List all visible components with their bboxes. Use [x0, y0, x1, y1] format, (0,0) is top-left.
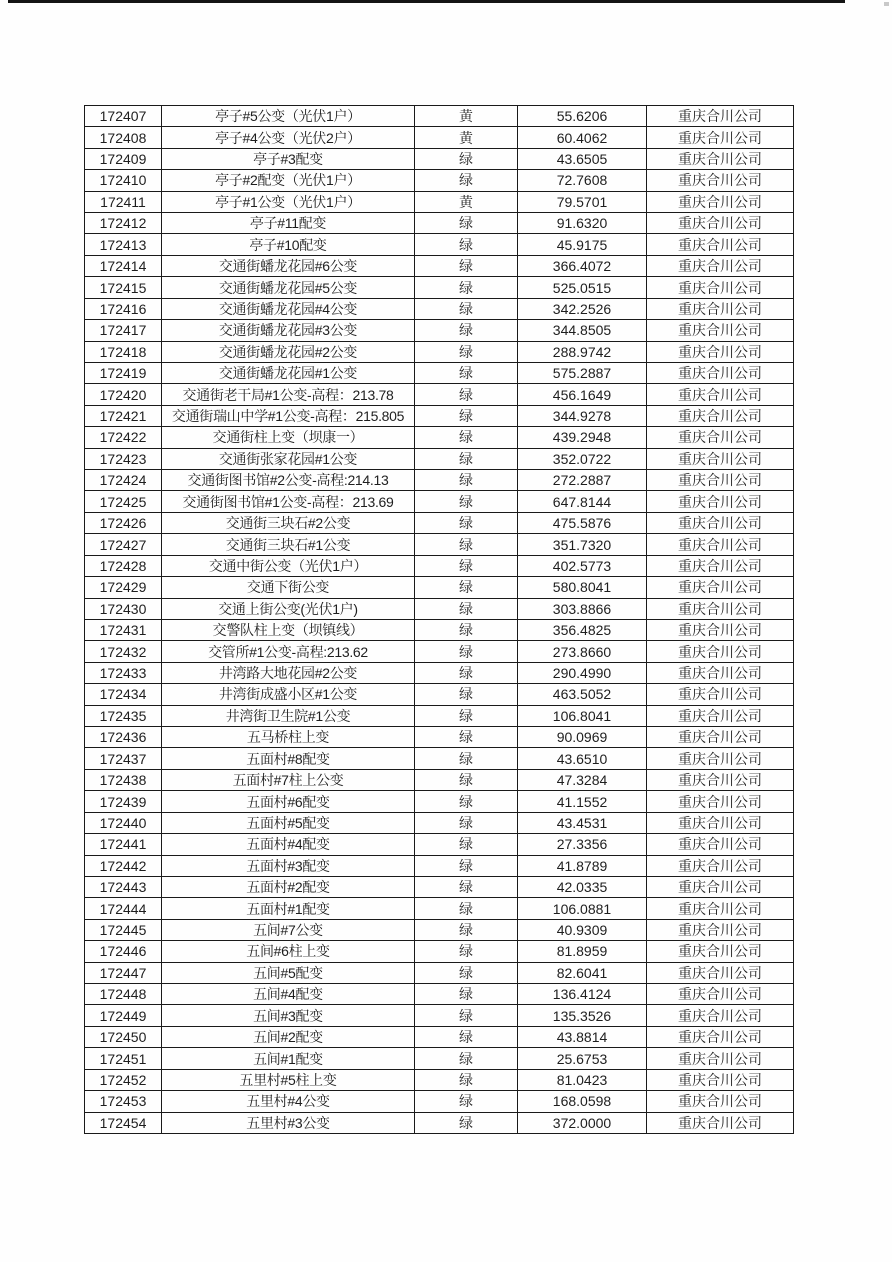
- cell-station-name: 交通街三块石#2公变: [162, 513, 415, 534]
- cell-station-name: 井湾街成盛小区#1公变: [162, 684, 415, 705]
- cell-status: 绿: [415, 1070, 518, 1091]
- cell-station-name: 交通街柱上变（坝康一）: [162, 427, 415, 448]
- cell-station-name: 交通街图书馆#2公变-高程:214.13: [162, 470, 415, 491]
- cell-company: 重庆合川公司: [647, 320, 794, 341]
- cell-company: 重庆合川公司: [647, 491, 794, 512]
- table-row: [85, 234, 794, 255]
- table-row: [85, 727, 794, 748]
- cell-load-value: 290.4990: [518, 663, 647, 684]
- cell-status: 绿: [415, 170, 518, 191]
- cell-load-value: 106.8041: [518, 706, 647, 727]
- cell-station-id: 172407: [85, 106, 162, 127]
- cell-load-value: 41.1552: [518, 791, 647, 812]
- cell-company: 重庆合川公司: [647, 556, 794, 577]
- cell-station-name: 五间#1配变: [162, 1048, 415, 1069]
- cell-load-value: 60.4062: [518, 127, 647, 148]
- table-row: [85, 277, 794, 298]
- cell-load-value: 55.6206: [518, 106, 647, 127]
- cell-station-name: 交警队柱上变（坝镇线）: [162, 620, 415, 641]
- cell-station-name: 交通街蟠龙花园#5公变: [162, 277, 415, 298]
- cell-load-value: 344.9278: [518, 406, 647, 427]
- table-row: [85, 663, 794, 684]
- cell-station-name: 亭子#1公变（光伏1户）: [162, 192, 415, 213]
- table-row: [85, 427, 794, 448]
- cell-station-name: 交通街瑞山中学#1公变-高程：215.805: [162, 406, 415, 427]
- cell-status: 黄: [415, 127, 518, 148]
- cell-load-value: 43.6505: [518, 149, 647, 170]
- table-row: [85, 513, 794, 534]
- cell-station-id: 172415: [85, 277, 162, 298]
- table-row: [85, 299, 794, 320]
- cell-station-name: 交通上街公变(光伏1户): [162, 599, 415, 620]
- cell-load-value: 42.0335: [518, 877, 647, 898]
- table-row: [85, 1005, 794, 1026]
- cell-station-name: 亭子#4公变（光伏2户）: [162, 127, 415, 148]
- cell-company: 重庆合川公司: [647, 641, 794, 662]
- table-row: [85, 641, 794, 662]
- cell-load-value: 27.3356: [518, 834, 647, 855]
- cell-status: 绿: [415, 727, 518, 748]
- cell-station-name: 交管所#1公变-高程:213.62: [162, 641, 415, 662]
- table-row: [85, 106, 794, 127]
- table-row: [85, 342, 794, 363]
- cell-load-value: 575.2887: [518, 363, 647, 384]
- cell-company: 重庆合川公司: [647, 920, 794, 941]
- cell-station-name: 五面村#4配变: [162, 834, 415, 855]
- cell-station-name: 五面村#8配变: [162, 748, 415, 769]
- cell-load-value: 352.0722: [518, 449, 647, 470]
- cell-status: 绿: [415, 213, 518, 234]
- cell-status: 绿: [415, 599, 518, 620]
- cell-station-id: 172439: [85, 791, 162, 812]
- cell-station-id: 172426: [85, 513, 162, 534]
- table-row: [85, 963, 794, 984]
- cell-station-id: 172430: [85, 599, 162, 620]
- cell-load-value: 41.8789: [518, 856, 647, 877]
- table-row: [85, 813, 794, 834]
- cell-load-value: 90.0969: [518, 727, 647, 748]
- cell-load-value: 168.0598: [518, 1091, 647, 1112]
- cell-station-name: 井湾街卫生院#1公变: [162, 706, 415, 727]
- cell-company: 重庆合川公司: [647, 277, 794, 298]
- cell-status: 绿: [415, 427, 518, 448]
- cell-load-value: 136.4124: [518, 984, 647, 1005]
- cell-company: 重庆合川公司: [647, 813, 794, 834]
- cell-station-name: 交通下街公变: [162, 577, 415, 598]
- cell-station-id: 172424: [85, 470, 162, 491]
- cell-station-name: 交通街三块石#1公变: [162, 534, 415, 555]
- cell-load-value: 72.7608: [518, 170, 647, 191]
- cell-status: 绿: [415, 534, 518, 555]
- table-row: [85, 898, 794, 919]
- cell-company: 重庆合川公司: [647, 834, 794, 855]
- cell-company: 重庆合川公司: [647, 941, 794, 962]
- cell-company: 重庆合川公司: [647, 149, 794, 170]
- cell-station-name: 五里村#4公变: [162, 1091, 415, 1112]
- cell-status: 绿: [415, 234, 518, 255]
- table-row: [85, 791, 794, 812]
- cell-status: 绿: [415, 663, 518, 684]
- cell-station-id: 172450: [85, 1027, 162, 1048]
- cell-station-id: 172428: [85, 556, 162, 577]
- cell-status: 绿: [415, 384, 518, 405]
- cell-load-value: 288.9742: [518, 342, 647, 363]
- table-row: [85, 449, 794, 470]
- cell-company: 重庆合川公司: [647, 984, 794, 1005]
- cell-company: 重庆合川公司: [647, 384, 794, 405]
- cell-station-id: 172414: [85, 256, 162, 277]
- cell-load-value: 81.0423: [518, 1070, 647, 1091]
- table-row: [85, 941, 794, 962]
- cell-station-id: 172451: [85, 1048, 162, 1069]
- cell-load-value: 475.5876: [518, 513, 647, 534]
- cell-company: 重庆合川公司: [647, 534, 794, 555]
- cell-company: 重庆合川公司: [647, 577, 794, 598]
- cell-company: 重庆合川公司: [647, 363, 794, 384]
- cell-load-value: 344.8505: [518, 320, 647, 341]
- cell-status: 绿: [415, 620, 518, 641]
- table-row: [85, 127, 794, 148]
- cell-station-id: 172413: [85, 234, 162, 255]
- cell-station-id: 172410: [85, 170, 162, 191]
- table-row: [85, 834, 794, 855]
- cell-load-value: 135.3526: [518, 1005, 647, 1026]
- cell-station-name: 交通中街公变（光伏1户）: [162, 556, 415, 577]
- cell-company: 重庆合川公司: [647, 599, 794, 620]
- table-row: [85, 256, 794, 277]
- cell-station-id: 172436: [85, 727, 162, 748]
- cell-station-id: 172411: [85, 192, 162, 213]
- table-row: [85, 363, 794, 384]
- cell-company: 重庆合川公司: [647, 299, 794, 320]
- cell-station-id: 172447: [85, 963, 162, 984]
- cell-status: 绿: [415, 963, 518, 984]
- table-row: [85, 1113, 794, 1134]
- cell-status: 绿: [415, 277, 518, 298]
- cell-status: 黄: [415, 192, 518, 213]
- cell-status: 绿: [415, 406, 518, 427]
- cell-status: 绿: [415, 1113, 518, 1134]
- table-row: [85, 920, 794, 941]
- cell-load-value: 25.6753: [518, 1048, 647, 1069]
- cell-station-name: 五面村#1配变: [162, 898, 415, 919]
- cell-company: 重庆合川公司: [647, 856, 794, 877]
- cell-station-name: 五间#4配变: [162, 984, 415, 1005]
- table-row: [85, 192, 794, 213]
- cell-load-value: 580.8041: [518, 577, 647, 598]
- cell-station-id: 172427: [85, 534, 162, 555]
- cell-load-value: 79.5701: [518, 192, 647, 213]
- cell-station-id: 172442: [85, 856, 162, 877]
- cell-status: 绿: [415, 984, 518, 1005]
- cell-company: 重庆合川公司: [647, 1048, 794, 1069]
- cell-station-id: 172421: [85, 406, 162, 427]
- cell-station-id: 172422: [85, 427, 162, 448]
- cell-status: 黄: [415, 106, 518, 127]
- cell-company: 重庆合川公司: [647, 1113, 794, 1134]
- cell-status: 绿: [415, 813, 518, 834]
- table-row: [85, 534, 794, 555]
- cell-load-value: 106.0881: [518, 898, 647, 919]
- cell-company: 重庆合川公司: [647, 470, 794, 491]
- cell-station-name: 五间#6柱上变: [162, 941, 415, 962]
- cell-station-name: 五里村#5柱上变: [162, 1070, 415, 1091]
- cell-company: 重庆合川公司: [647, 963, 794, 984]
- cell-load-value: 303.8866: [518, 599, 647, 620]
- cell-load-value: 356.4825: [518, 620, 647, 641]
- cell-load-value: 82.6041: [518, 963, 647, 984]
- table-row: [85, 149, 794, 170]
- cell-station-id: 172435: [85, 706, 162, 727]
- cell-status: 绿: [415, 1027, 518, 1048]
- cell-load-value: 647.8144: [518, 491, 647, 512]
- table-row: [85, 556, 794, 577]
- cell-load-value: 402.5773: [518, 556, 647, 577]
- cell-status: 绿: [415, 641, 518, 662]
- cell-load-value: 272.2887: [518, 470, 647, 491]
- cell-station-id: 172416: [85, 299, 162, 320]
- cell-status: 绿: [415, 941, 518, 962]
- cell-load-value: 81.8959: [518, 941, 647, 962]
- cell-company: 重庆合川公司: [647, 192, 794, 213]
- cell-load-value: 43.6510: [518, 748, 647, 769]
- cell-station-name: 交通街张家花园#1公变: [162, 449, 415, 470]
- table-row: [85, 856, 794, 877]
- cell-station-name: 亭子#2配变（光伏1户）: [162, 170, 415, 191]
- table-row: [85, 406, 794, 427]
- cell-status: 绿: [415, 1005, 518, 1026]
- cell-company: 重庆合川公司: [647, 791, 794, 812]
- cell-station-id: 172445: [85, 920, 162, 941]
- cell-status: 绿: [415, 877, 518, 898]
- cell-station-name: 交通街蟠龙花园#4公变: [162, 299, 415, 320]
- cell-station-name: 亭子#11配变: [162, 213, 415, 234]
- cell-status: 绿: [415, 491, 518, 512]
- cell-load-value: 43.4531: [518, 813, 647, 834]
- cell-status: 绿: [415, 898, 518, 919]
- cell-station-id: 172434: [85, 684, 162, 705]
- cell-company: 重庆合川公司: [647, 898, 794, 919]
- cell-station-id: 172418: [85, 342, 162, 363]
- cell-station-id: 172431: [85, 620, 162, 641]
- table-row: [85, 684, 794, 705]
- table-row: [85, 620, 794, 641]
- cell-load-value: 40.9309: [518, 920, 647, 941]
- cell-station-name: 五面村#5配变: [162, 813, 415, 834]
- cell-status: 绿: [415, 920, 518, 941]
- cell-station-name: 五面村#7柱上公变: [162, 770, 415, 791]
- cell-status: 绿: [415, 791, 518, 812]
- cell-status: 绿: [415, 320, 518, 341]
- cell-station-name: 五面村#6配变: [162, 791, 415, 812]
- cell-company: 重庆合川公司: [647, 1005, 794, 1026]
- scan-top-edge-artifact: [8, 0, 845, 3]
- cell-station-name: 五面村#3配变: [162, 856, 415, 877]
- cell-station-name: 五面村#2配变: [162, 877, 415, 898]
- table-row: [85, 599, 794, 620]
- cell-station-id: 172420: [85, 384, 162, 405]
- cell-company: 重庆合川公司: [647, 127, 794, 148]
- cell-load-value: 351.7320: [518, 534, 647, 555]
- cell-station-name: 亭子#3配变: [162, 149, 415, 170]
- cell-station-id: 172437: [85, 748, 162, 769]
- cell-load-value: 463.5052: [518, 684, 647, 705]
- table-row: [85, 1091, 794, 1112]
- cell-status: 绿: [415, 684, 518, 705]
- cell-station-name: 亭子#10配变: [162, 234, 415, 255]
- cell-company: 重庆合川公司: [647, 106, 794, 127]
- cell-load-value: 45.9175: [518, 234, 647, 255]
- table-row: [85, 706, 794, 727]
- cell-station-id: 172444: [85, 898, 162, 919]
- cell-station-name: 五间#7公变: [162, 920, 415, 941]
- cell-station-name: 五间#5配变: [162, 963, 415, 984]
- cell-company: 重庆合川公司: [647, 727, 794, 748]
- table-row: [85, 984, 794, 1005]
- table-row: [85, 470, 794, 491]
- cell-station-id: 172417: [85, 320, 162, 341]
- cell-station-name: 交通街老干局#1公变-高程：213.78: [162, 384, 415, 405]
- cell-load-value: 439.2948: [518, 427, 647, 448]
- cell-load-value: 342.2526: [518, 299, 647, 320]
- cell-company: 重庆合川公司: [647, 1091, 794, 1112]
- table-row: [85, 384, 794, 405]
- cell-station-id: 172441: [85, 834, 162, 855]
- cell-company: 重庆合川公司: [647, 427, 794, 448]
- cell-station-name: 五里村#3公变: [162, 1113, 415, 1134]
- cell-station-id: 172409: [85, 149, 162, 170]
- cell-company: 重庆合川公司: [647, 213, 794, 234]
- cell-status: 绿: [415, 449, 518, 470]
- table-row: [85, 1070, 794, 1091]
- cell-station-name: 五马桥柱上变: [162, 727, 415, 748]
- cell-status: 绿: [415, 834, 518, 855]
- cell-company: 重庆合川公司: [647, 877, 794, 898]
- cell-load-value: 456.1649: [518, 384, 647, 405]
- cell-status: 绿: [415, 470, 518, 491]
- table-row: [85, 491, 794, 512]
- cell-station-name: 五间#3配变: [162, 1005, 415, 1026]
- cell-station-id: 172453: [85, 1091, 162, 1112]
- table-row: [85, 1027, 794, 1048]
- cell-station-id: 172438: [85, 770, 162, 791]
- cell-status: 绿: [415, 256, 518, 277]
- cell-station-id: 172419: [85, 363, 162, 384]
- cell-company: 重庆合川公司: [647, 748, 794, 769]
- cell-status: 绿: [415, 513, 518, 534]
- table-row: [85, 1048, 794, 1069]
- cell-station-id: 172440: [85, 813, 162, 834]
- cell-load-value: 366.4072: [518, 256, 647, 277]
- cell-status: 绿: [415, 1091, 518, 1112]
- cell-status: 绿: [415, 577, 518, 598]
- cell-station-name: 交通街图书馆#1公变-高程：213.69: [162, 491, 415, 512]
- cell-station-name: 交通街蟠龙花园#6公变: [162, 256, 415, 277]
- cell-company: 重庆合川公司: [647, 342, 794, 363]
- cell-station-id: 172454: [85, 1113, 162, 1134]
- cell-load-value: 91.6320: [518, 213, 647, 234]
- cell-load-value: 273.8660: [518, 641, 647, 662]
- cell-company: 重庆合川公司: [647, 684, 794, 705]
- cell-company: 重庆合川公司: [647, 620, 794, 641]
- cell-load-value: 47.3284: [518, 770, 647, 791]
- cell-station-name: 交通街蟠龙花园#3公变: [162, 320, 415, 341]
- cell-station-id: 172449: [85, 1005, 162, 1026]
- cell-station-name: 交通街蟠龙花园#2公变: [162, 342, 415, 363]
- cell-station-name: 亭子#5公变（光伏1户）: [162, 106, 415, 127]
- cell-company: 重庆合川公司: [647, 234, 794, 255]
- cell-company: 重庆合川公司: [647, 1027, 794, 1048]
- cell-company: 重庆合川公司: [647, 663, 794, 684]
- cell-company: 重庆合川公司: [647, 1070, 794, 1091]
- cell-company: 重庆合川公司: [647, 770, 794, 791]
- cell-status: 绿: [415, 299, 518, 320]
- cell-station-name: 井湾路大地花园#2公变: [162, 663, 415, 684]
- cell-station-id: 172448: [85, 984, 162, 1005]
- cell-station-id: 172425: [85, 491, 162, 512]
- cell-load-value: 43.8814: [518, 1027, 647, 1048]
- cell-company: 重庆合川公司: [647, 406, 794, 427]
- cell-company: 重庆合川公司: [647, 449, 794, 470]
- cell-station-id: 172408: [85, 127, 162, 148]
- table-row: [85, 320, 794, 341]
- cell-load-value: 525.0515: [518, 277, 647, 298]
- cell-company: 重庆合川公司: [647, 170, 794, 191]
- scan-corner-speck: [884, 2, 889, 6]
- cell-station-id: 172429: [85, 577, 162, 598]
- cell-station-id: 172433: [85, 663, 162, 684]
- table-row: [85, 877, 794, 898]
- cell-company: 重庆合川公司: [647, 513, 794, 534]
- cell-station-id: 172423: [85, 449, 162, 470]
- cell-status: 绿: [415, 856, 518, 877]
- cell-status: 绿: [415, 748, 518, 769]
- cell-station-id: 172432: [85, 641, 162, 662]
- cell-status: 绿: [415, 556, 518, 577]
- cell-company: 重庆合川公司: [647, 256, 794, 277]
- cell-status: 绿: [415, 1048, 518, 1069]
- cell-station-name: 五间#2配变: [162, 1027, 415, 1048]
- table-row: [85, 748, 794, 769]
- cell-station-name: 交通街蟠龙花园#1公变: [162, 363, 415, 384]
- table-row: [85, 770, 794, 791]
- cell-status: 绿: [415, 149, 518, 170]
- cell-station-id: 172452: [85, 1070, 162, 1091]
- cell-company: 重庆合川公司: [647, 706, 794, 727]
- cell-station-id: 172446: [85, 941, 162, 962]
- cell-station-id: 172443: [85, 877, 162, 898]
- table-row: [85, 170, 794, 191]
- cell-status: 绿: [415, 770, 518, 791]
- cell-status: 绿: [415, 363, 518, 384]
- table-row: [85, 213, 794, 234]
- transformer-load-table: [84, 105, 794, 1134]
- cell-status: 绿: [415, 706, 518, 727]
- cell-status: 绿: [415, 342, 518, 363]
- cell-load-value: 372.0000: [518, 1113, 647, 1134]
- table-row: [85, 577, 794, 598]
- cell-station-id: 172412: [85, 213, 162, 234]
